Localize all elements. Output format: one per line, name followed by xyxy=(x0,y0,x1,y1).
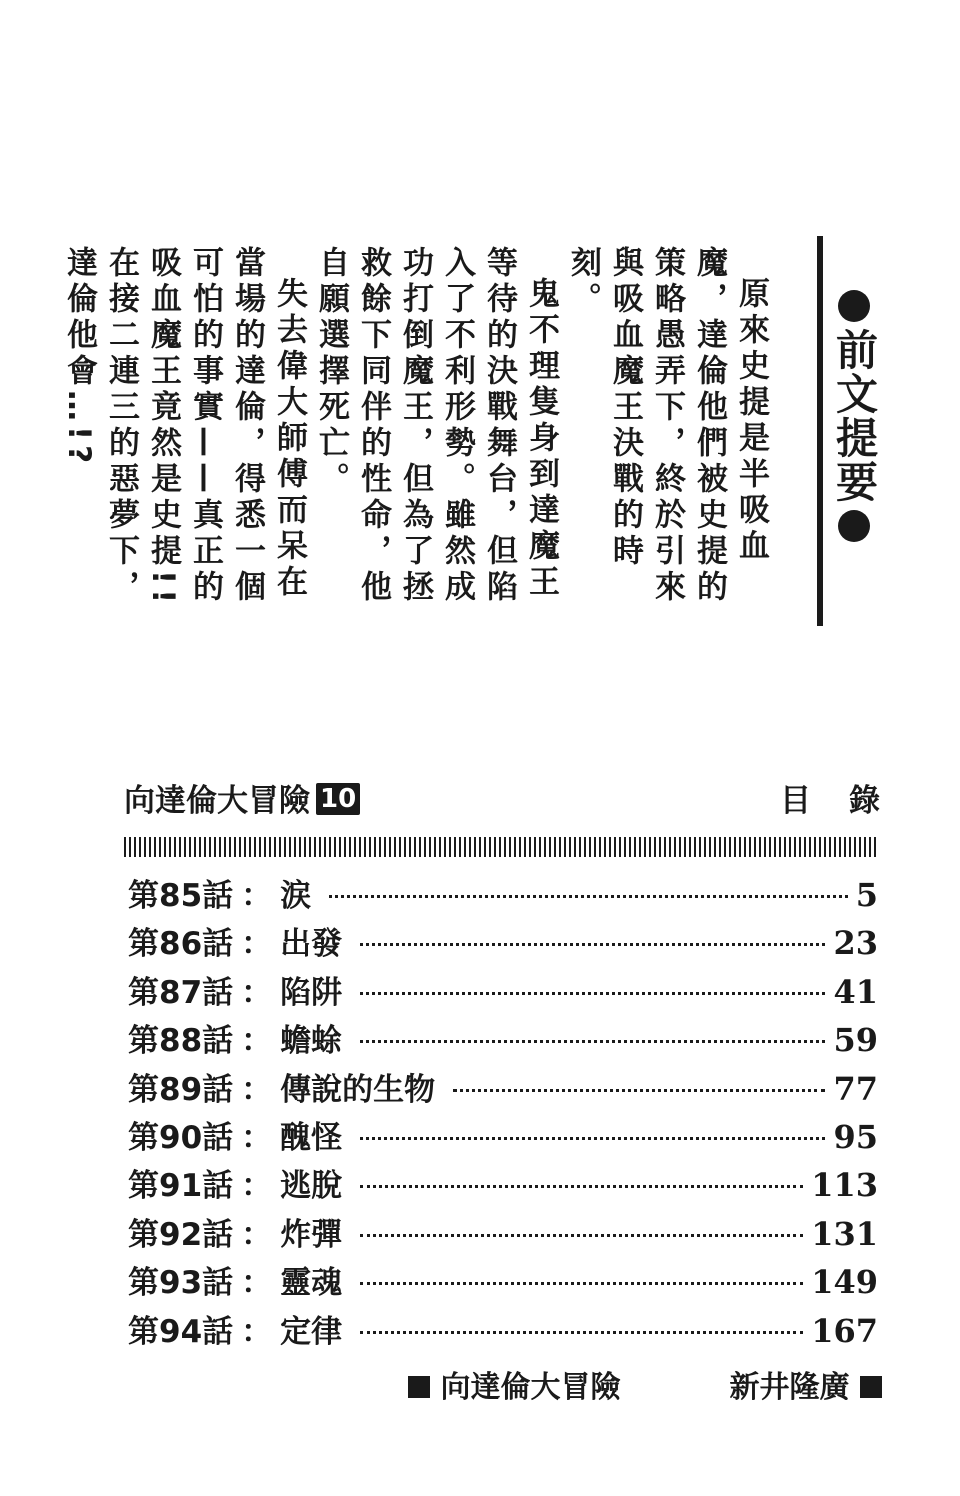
series-title xyxy=(124,776,360,826)
chapter-row xyxy=(128,1160,878,1208)
chapter-title: 涙 xyxy=(280,878,312,914)
chapter-label: 第87話 xyxy=(128,974,234,1011)
chapter-row xyxy=(128,1306,878,1354)
chapter-page-number: 131 xyxy=(811,1214,878,1253)
chapter-row xyxy=(128,1209,878,1257)
chapter-separator: ： xyxy=(241,1119,273,1156)
chapter-label: 第93話 xyxy=(128,1265,234,1302)
chapter-separator: ： xyxy=(241,1313,273,1350)
chapter-title: 炸彈 xyxy=(280,1216,343,1253)
chapter-row xyxy=(128,870,878,918)
chapter-title: 逃脫 xyxy=(280,1168,343,1205)
credit-author-text: 新井隆廣 xyxy=(729,1370,850,1405)
barcode-rule xyxy=(124,837,878,857)
chapter-separator: ： xyxy=(241,926,273,963)
chapter-separator: ： xyxy=(241,1023,273,1060)
chapter-separator: ： xyxy=(241,878,273,914)
chapter-title: 靈魂 xyxy=(280,1265,343,1302)
chapter-label: 第92話 xyxy=(128,1216,234,1253)
chapter-title: 蟾蜍 xyxy=(280,1023,343,1060)
volume-badge: 10 xyxy=(316,783,360,815)
series-title-text: 向達倫大冒險 xyxy=(124,783,310,819)
dot-leader xyxy=(329,895,848,898)
chapter-row xyxy=(128,1064,878,1112)
chapter-label: 第86話 xyxy=(128,926,234,963)
credit-series xyxy=(408,1366,620,1410)
synopsis-heading-text: 前文提要 xyxy=(830,328,879,504)
dot-leader xyxy=(360,1040,825,1043)
synopsis-paragraph: 鬼不理隻身到達魔王等待的決戰舞台，但陷入了不利形勢。雖然成功打倒魔王，但為了拯救餘下同伴的性命，他自願選擇死亡。 xyxy=(313,246,559,606)
chapter-row xyxy=(128,967,878,1015)
chapter-title: 定律 xyxy=(280,1313,343,1350)
square-bullet-icon xyxy=(860,1376,882,1398)
chapter-row xyxy=(128,918,878,966)
chapter-row xyxy=(128,1112,878,1160)
chapter-page-number: 5 xyxy=(855,876,878,914)
chapter-list xyxy=(128,870,878,1354)
chapter-row xyxy=(128,1257,878,1305)
chapter-title: 傳說的生物 xyxy=(280,1071,436,1108)
chapter-page-number: 77 xyxy=(833,1069,878,1108)
chapter-separator: ： xyxy=(241,1071,273,1108)
chapter-page-number: 59 xyxy=(833,1021,878,1060)
chapter-label: 第89話 xyxy=(128,1071,234,1108)
credit-line xyxy=(408,1366,882,1410)
chapter-title: 陷阱 xyxy=(280,974,343,1011)
dot-leader xyxy=(360,1185,803,1188)
synopsis-rule xyxy=(817,236,823,626)
chapter-title: 出發 xyxy=(280,926,343,963)
dot-leader xyxy=(360,1331,803,1334)
chapter-label: 第85話 xyxy=(128,878,234,914)
dot-leader xyxy=(360,1282,803,1285)
credit-author xyxy=(730,1366,882,1410)
chapter-separator: ： xyxy=(241,1216,273,1253)
heading-bullet-icon xyxy=(838,510,870,542)
chapter-page-number: 41 xyxy=(833,972,878,1011)
dot-leader xyxy=(453,1089,825,1092)
chapter-separator: ： xyxy=(241,1168,273,1205)
chapter-separator: ： xyxy=(241,974,273,1011)
synopsis-heading xyxy=(830,284,878,548)
chapter-page-number: 95 xyxy=(833,1117,878,1156)
contents-label: 目錄 xyxy=(780,783,918,819)
chapter-separator: ： xyxy=(241,1265,273,1302)
chapter-title: 醜怪 xyxy=(280,1119,343,1156)
chapter-label: 第90話 xyxy=(128,1119,234,1156)
toc-header xyxy=(124,776,918,832)
synopsis-paragraph: 失去偉大師傅而呆在當場的達倫，得悉一個可怕的事實——真正的吸血魔王竟然是史提!!在接二連三的惡夢下，達倫他會…!? xyxy=(61,246,307,609)
chapter-page-number: 167 xyxy=(811,1311,878,1350)
dot-leader xyxy=(360,1137,825,1140)
dot-leader xyxy=(360,1234,803,1237)
chapter-page-number: 113 xyxy=(811,1166,878,1205)
chapter-page-number: 23 xyxy=(833,924,878,963)
synopsis-section xyxy=(61,236,880,636)
synopsis-paragraph: 原來史提是半吸血魔，達倫他們被史提的策略愚弄下，終於引來與吸血魔王決戰的時刻。 xyxy=(565,246,769,606)
dot-leader xyxy=(360,992,825,995)
heading-bullet-icon xyxy=(838,290,870,322)
credit-series-text: 向達倫大冒險 xyxy=(440,1370,621,1405)
chapter-page-number: 149 xyxy=(811,1263,878,1302)
chapter-row xyxy=(128,1015,878,1063)
chapter-label: 第88話 xyxy=(128,1023,234,1060)
synopsis-body xyxy=(58,246,772,636)
square-bullet-icon xyxy=(408,1376,430,1398)
chapter-label: 第91話 xyxy=(128,1168,234,1205)
dot-leader xyxy=(360,943,825,946)
chapter-label: 第94話 xyxy=(128,1313,234,1350)
